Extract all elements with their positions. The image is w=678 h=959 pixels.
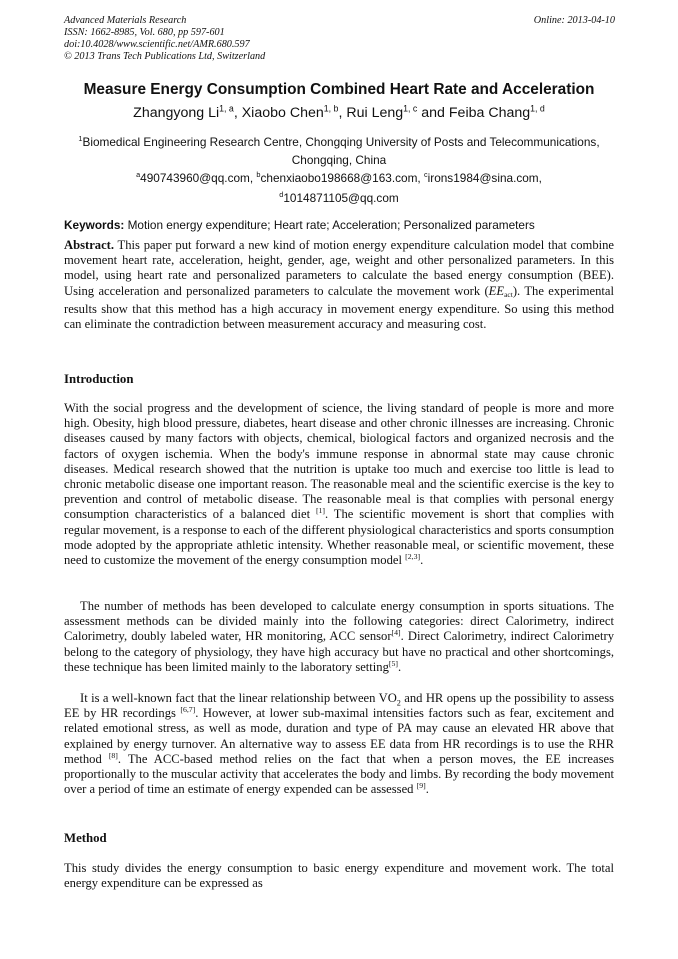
author-separator: and (417, 105, 449, 121)
author-emails: $^a$490743960@qq.com, $^b$chenxiaobo198668@163.com, $^c$irons1984@sina.com, $^d$1014871105@qq.com (136, 170, 542, 205)
citation[interactable]: [2,3] (405, 551, 421, 561)
email-c[interactable]: irons1984@sina.com (427, 171, 539, 185)
abstract-text-1: This paper put forward a new kind of motion energy expenditure calculation model that combine movement heart rate, acceleration, height, gender, age, weight and other personalized parameters. In this model, using heart rate and personalized parameters to calculate the based energy consumption (BEE). Using acceleration and personalized parameters to calculate the movement work ( (64, 238, 614, 298)
journal-header (64, 15, 265, 63)
affiliation (60, 133, 618, 169)
intro-p2-text: The number of methods has been developed to calculate energy consumption in sports situations. The assessment methods can be divided mainly into the following categories: direct Calorimetry, indirect Calorimetry, doubly labeled water, HR monitoring, ACC sensor (64, 599, 614, 644)
affiliation-number: 1 (78, 134, 83, 144)
formula-subscript: act (504, 289, 513, 299)
intro-p3-text: . However, at lower sub-maximal intensities factors such as fear, excitement and related emotional stress, as well as mode, duration and type of PA may cause an elevated HR above that explained by energy turnover. An alternative way to assess EE data from HR recordings is to use the RHR method (64, 706, 614, 766)
email-mark: b (256, 170, 261, 180)
intro-paragraph-2 (64, 599, 614, 675)
citation[interactable]: [6,7] (180, 705, 196, 715)
journal-name: Advanced Materials Research (64, 15, 187, 26)
email-d[interactable]: 1014871105@qq.com (283, 191, 399, 205)
section-heading-method: Method (64, 831, 107, 845)
author-affil-mark: 1, c (403, 103, 418, 114)
email-mark: c (423, 170, 428, 180)
author-name: Rui Leng (346, 105, 404, 121)
email-a[interactable]: 490743960@qq.com (140, 171, 250, 185)
intro-p2-text: . Direct Calorimetry, indirect Calorimetry belong to the category of physiology, they have high accuracy but have no practical and other shortcomings, these technique has been limited mainly to the laboratory setting (64, 629, 614, 674)
intro-p3-text: It is a well-known fact that the linear relationship between VO (80, 691, 397, 705)
author-affil-mark: 1, b (323, 103, 339, 114)
author-name: Zhangyong Li (133, 105, 220, 121)
intro-p3-text: . The ACC-based method relies on the fact that when a person moves, the EE increases proportionally to the muscular activity that accelerates the body and limbs. By recording the body movement over a period of time an estimate of energy expended can be assessed (64, 751, 614, 797)
intro-p1-text: . The scientific movement is short that complies with regular movement, is a response to each of the different physiological characteristics and sports consumption mode adopted by the appropriate athletic intensity. Whether reasonable meal, or scientific movement, these need to customize the movement of the energy consumption model (64, 507, 614, 568)
author-list (40, 105, 638, 121)
author-name: Feiba Chang (448, 105, 531, 121)
paper-title: Measure Energy Consumption Combined Heart Rate and Acceleration (83, 81, 595, 98)
author-separator: , (338, 105, 347, 121)
author-affil-mark: 1, a (219, 103, 234, 114)
citation[interactable]: [9] (416, 781, 426, 791)
intro-paragraph-1 (64, 401, 614, 568)
intro-p3-text: and HR opens up the possibility to assess EE by HR recordings (64, 691, 614, 721)
citation[interactable]: [4] (391, 628, 401, 638)
author-separator: , (233, 105, 242, 121)
author-affil-mark: 1, d (530, 103, 545, 114)
intro-p1-end: . (420, 553, 424, 568)
citation[interactable]: [8] (108, 750, 118, 760)
formula-main: EE (488, 283, 505, 298)
journal-copyright: © 2013 Trans Tech Publications Ltd, Switzerland (64, 51, 266, 62)
email-mark: d (279, 190, 284, 200)
abstract-text-2: ). The experimental results show that this method has a high accuracy in movement energy expenditure. So using this method can eliminate the contradiction between measurement accuracy and measuring cost. (64, 283, 614, 332)
subscript: 2 (396, 698, 401, 708)
journal-issn: ISSN: 1662-8985, Vol. 680, pp 597-601 (64, 27, 225, 38)
author-name: Xiaobo Chen (241, 105, 324, 121)
intro-p3-end: . (425, 782, 429, 797)
keywords-text: Motion energy expenditure; Heart rate; Acceleration; Personalized parameters (127, 218, 535, 232)
journal-doi[interactable]: doi:10.4028/www.scientific.net/AMR.680.597 (64, 39, 250, 50)
citation[interactable]: [1] (315, 506, 326, 516)
formula-ee-act (489, 284, 513, 298)
section-heading-introduction: Introduction (64, 372, 134, 386)
email-b[interactable]: chenxiaobo198668@163.com (260, 171, 418, 185)
intro-p2-end: . (398, 659, 402, 674)
abstract (64, 238, 614, 332)
keywords-label: Keywords: (64, 218, 125, 232)
affiliation-text: Biomedical Engineering Research Centre, Chongqing University of Posts and Telecommunications, Chongqing, China (82, 135, 600, 167)
method-paragraph-1: This study divides the energy consumption to basic energy expenditure and movement work. The total energy expenditure can be expressed as (64, 861, 614, 891)
citation[interactable]: [5] (388, 658, 398, 668)
keywords (64, 218, 624, 232)
online-date: Online: 2013-04-10 (533, 15, 615, 26)
email-mark: a (136, 170, 141, 180)
intro-paragraph-3 (64, 691, 614, 797)
intro-p1-text: With the social progress and the development of science, the living standard of people is more and more high. Obesity, high blood pressure, diabetes, heart disease and other chronic illnesses are increasing. Chronic diseases caused by many factors with objects, chemical, biological factors and organized necrosis and the factors of oxygen ischemia. When the body's immune response in abnormal state may cause chronic diseases. Medical research showed that the nutrition is uptake too much and exercise too little is lead to chronic metabolic disease one important reason. The reasonable meal and the scientific exercise is the key to prevention and control of metabolic disease. The reasonable meal is that complies with personal energy consumption characteristics of a balanced diet (64, 401, 614, 522)
abstract-label: Abstract. (64, 238, 115, 252)
